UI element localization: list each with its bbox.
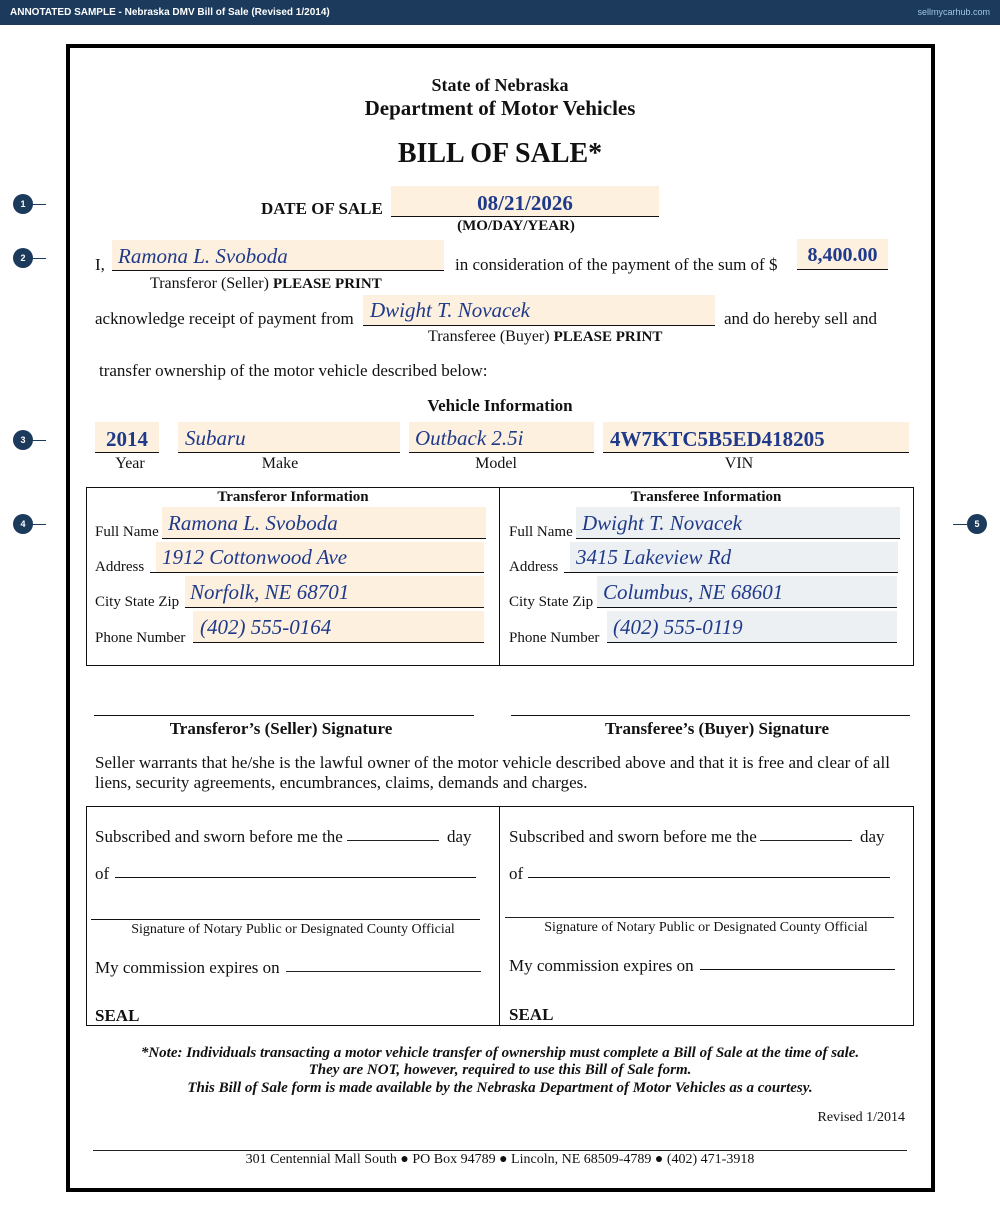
notary-right-signature-line[interactable] (505, 917, 894, 918)
revised-date: Revised 1/2014 (817, 1110, 905, 1125)
transferee-address-label: Address (509, 559, 559, 575)
marker-3-leader (32, 440, 46, 441)
transferor-address-label: Address (95, 559, 145, 575)
annotation-marker-4[interactable]: 4 (13, 514, 33, 534)
sell-text: and do hereby sell and (724, 309, 877, 328)
transferee-name-label: Full Name (509, 524, 573, 540)
seller-caption-text: Transferor (Seller) (150, 275, 269, 292)
notary-divider (499, 806, 500, 1026)
year-line (95, 452, 159, 453)
notary-left-day-line[interactable] (347, 840, 439, 841)
date-of-sale-line (391, 216, 659, 217)
marker-5-leader (953, 524, 967, 525)
notary-left-commission: My commission expires on (95, 958, 280, 977)
seller-caption (150, 275, 382, 293)
note-line-3: This Bill of Sale form is made available by the Nebraska Department of Motor Vehicles as a courtesy. (187, 1080, 813, 1096)
notary-left-sworn: Subscribed and sworn before me the (95, 827, 343, 846)
banner-site-link[interactable]: sellmycarhub.com (917, 7, 990, 17)
statement-prefix: I, (95, 255, 105, 274)
notary-left-signature-line[interactable] (91, 919, 480, 920)
transferor-address-line (150, 572, 484, 573)
transferee-name-line (576, 538, 900, 539)
notary-right-sworn: Subscribed and sworn before me the (509, 827, 757, 846)
annotation-banner (0, 0, 1000, 25)
notary-left-day: day (447, 827, 472, 846)
annotation-marker-5[interactable]: 5 (967, 514, 987, 534)
vin-field[interactable]: 4W7KTC5B5ED418205 (610, 427, 825, 451)
transferee-address-field[interactable]: 3415 Lakeview Rd (576, 545, 732, 569)
transferee-csz-line (597, 607, 897, 608)
transferor-phone-label: Phone Number (95, 630, 186, 646)
buyer-signature-line[interactable] (511, 715, 910, 716)
transferor-csz-label: City State Zip (95, 594, 180, 610)
dept-heading: Department of Motor Vehicles (364, 96, 636, 120)
notary-right-of-line[interactable] (528, 877, 890, 878)
annotation-marker-1[interactable]: 1 (13, 194, 33, 214)
amount-line (797, 269, 888, 270)
transferor-name-label: Full Name (95, 524, 159, 540)
note-line-2: They are NOT, however, required to use this Bill of Sale form. (308, 1062, 692, 1078)
model-line (409, 452, 594, 453)
form-title: BILL OF SALE* (397, 138, 603, 169)
buyer-caption (428, 328, 662, 346)
notary-right-signature-caption: Signature of Notary Public or Designated County Official (544, 920, 868, 935)
amount-field[interactable]: 8,400.00 (807, 244, 878, 266)
notary-right-commission-line[interactable] (700, 969, 895, 970)
marker-2-leader (32, 258, 46, 259)
transferor-address-field[interactable]: 1912 Cottonwood Ave (162, 545, 348, 569)
model-label: Model (475, 455, 517, 472)
transferor-name-field[interactable]: Ramona L. Svoboda (168, 511, 338, 535)
consideration-text: in consideration of the payment of the sum of $ (455, 255, 778, 274)
notary-right-seal: SEAL (509, 1005, 554, 1024)
transferor-csz-field[interactable]: Norfolk, NE 68701 (190, 580, 350, 604)
notary-left-seal: SEAL (95, 1006, 140, 1025)
notary-left-signature-caption: Signature of Notary Public or Designated County Official (131, 922, 455, 937)
notary-left-of: of (95, 864, 110, 883)
year-label: Year (115, 455, 145, 472)
transferee-phone-line (607, 642, 897, 643)
vehicle-heading: Vehicle Information (427, 396, 573, 415)
make-label: Make (261, 455, 299, 472)
seller-name-field[interactable]: Ramona L. Svoboda (118, 244, 288, 268)
date-of-sale-value[interactable]: 08/21/2026 (477, 191, 573, 215)
transfer-text: transfer ownership of the motor vehicle described below: (99, 361, 488, 380)
seller-name-line (112, 270, 444, 271)
warranty-line-1: Seller warrants that he/she is the lawful owner of the motor vehicle described above and that it is free and clear of all (95, 753, 890, 772)
transferee-heading: Transferee Information (630, 489, 782, 505)
buyer-please-print: PLEASE PRINT (553, 329, 663, 345)
transferee-csz-field[interactable]: Columbus, NE 68601 (603, 580, 784, 604)
banner-title: ANNOTATED SAMPLE - Nebraska DMV Bill of Sale (Revised 1/2014) (10, 7, 330, 18)
transferee-address-line (564, 572, 898, 573)
buyer-signature-caption: Transferee’s (Buyer) Signature (604, 719, 830, 738)
party-info-divider (499, 487, 500, 666)
marker-1-leader (32, 204, 46, 205)
transferor-phone-field[interactable]: (402) 555-0164 (200, 615, 332, 639)
marker-4-leader (32, 524, 46, 525)
year-field[interactable]: 2014 (106, 427, 148, 451)
make-field[interactable]: Subaru (185, 426, 246, 450)
annotation-marker-3[interactable]: 3 (13, 430, 33, 450)
notary-right-commission: My commission expires on (509, 956, 694, 975)
date-of-sale-label: DATE OF SALE (261, 199, 383, 218)
warranty-line-2: liens, security agreements, encumbrances, claims, demands and charges. (95, 773, 588, 792)
buyer-caption-text: Transferee (Buyer) (428, 328, 550, 345)
model-field[interactable]: Outback 2.5i (415, 426, 524, 450)
transferee-csz-label: City State Zip (509, 594, 594, 610)
notary-left-of-line[interactable] (115, 877, 476, 878)
vin-label: VIN (724, 455, 754, 472)
buyer-name-line (363, 325, 715, 326)
annotation-marker-2[interactable]: 2 (13, 248, 33, 268)
transferor-csz-line (185, 607, 484, 608)
vin-line (603, 452, 909, 453)
note-line-1: *Note: Individuals transacting a motor vehicle transfer of ownership must complete a Bill of Sale at the time of sale. (140, 1045, 860, 1061)
transferor-heading: Transferor Information (217, 489, 369, 505)
footer-rule (93, 1150, 907, 1151)
seller-signature-line[interactable] (94, 715, 474, 716)
transferor-name-line (162, 538, 486, 539)
notary-right-of: of (509, 864, 524, 883)
notary-left-commission-line[interactable] (286, 971, 481, 972)
notary-right-day-line[interactable] (760, 840, 852, 841)
buyer-name-field[interactable]: Dwight T. Novacek (370, 298, 531, 322)
seller-please-print: PLEASE PRINT (272, 276, 382, 292)
footer-address: 301 Centennial Mall South ● PO Box 94789 ● Lincoln, NE 68509-4789 ● (402) 471-3918 (245, 1152, 755, 1167)
date-format-hint: (MO/DAY/YEAR) (457, 218, 575, 234)
make-line (178, 452, 400, 453)
transferee-phone-label: Phone Number (509, 630, 600, 646)
transferor-phone-line (193, 642, 484, 643)
notary-right-day: day (860, 827, 885, 846)
receipt-text: acknowledge receipt of payment from (95, 309, 354, 328)
transferee-phone-field[interactable]: (402) 555-0119 (613, 615, 743, 639)
transferee-name-field[interactable]: Dwight T. Novacek (582, 511, 743, 535)
seller-signature-caption: Transferor’s (Seller) Signature (169, 719, 393, 738)
state-heading: State of Nebraska (431, 75, 569, 95)
